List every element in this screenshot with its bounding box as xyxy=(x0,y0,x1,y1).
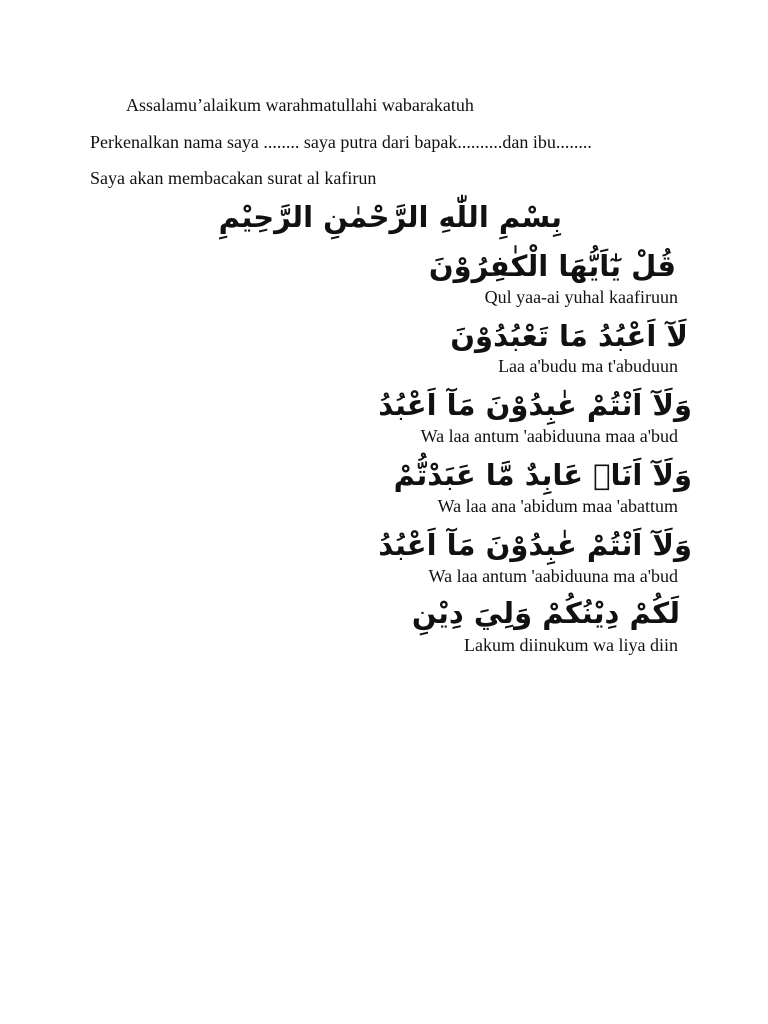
verse-1-arabic: قُلْ يٰٓاَيُّهَا الْكٰفِرُوْنَ xyxy=(428,249,676,283)
verse-6-arabic: لَكُمْ دِيْنُكُمْ وَلِيَ دِيْنِ xyxy=(411,596,680,630)
verse-5-transliteration: Wa laa antum 'aabiduuna ma a'bud xyxy=(428,566,678,586)
verse-2-arabic: لَآ اَعْبُدُ مَا تَعْبُدُوْنَ xyxy=(450,319,688,353)
verse-2-transliteration: Laa a'budu ma t'abuduun xyxy=(498,356,678,376)
verse-1-transliteration: Qul yaa-ai yuhal kaafiruun xyxy=(484,287,678,307)
introduction-text: Perkenalkan nama saya ........ saya putra dari bapak..........dan ibu........ xyxy=(90,132,592,152)
announcement-text: Saya akan membacakan surat al kafirun xyxy=(90,168,377,188)
verse-4-transliteration: Wa laa ana 'abidum maa 'abattum xyxy=(437,496,678,516)
verse-6-transliteration: Lakum diinukum wa liya diin xyxy=(464,635,678,655)
verse-4-arabic: وَلَآ اَنَا۠ عَابِدٌ مَّا عَبَدْتُّمْ xyxy=(393,458,692,492)
verse-5-arabic: وَلَآ اَنْتُمْ عٰبِدُوْنَ مَآ اَعْبُدُ xyxy=(378,528,692,562)
greeting-text: Assalamu’alaikum warahmatullahi wabarakatuh xyxy=(126,95,474,115)
verse-3-transliteration: Wa laa antum 'aabiduuna maa a'bud xyxy=(420,426,678,446)
basmalah-arabic: بِسْمِ اللّٰهِ الرَّحْمٰنِ الرَّحِيْمِ xyxy=(218,200,562,234)
verse-3-arabic: وَلَآ اَنْتُمْ عٰبِدُوْنَ مَآ اَعْبُدُ xyxy=(378,388,692,422)
